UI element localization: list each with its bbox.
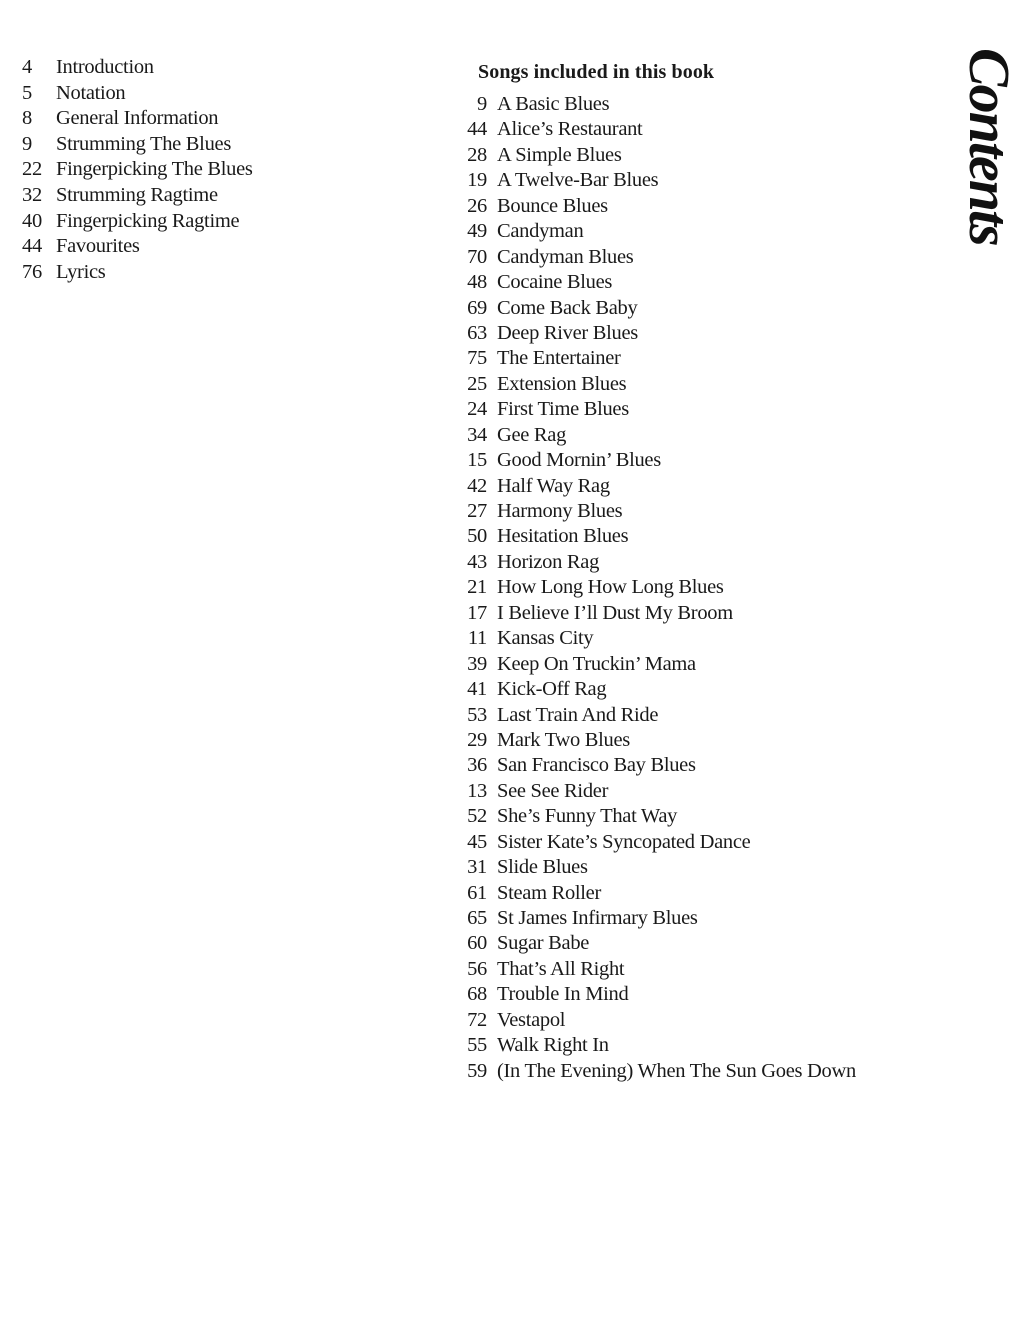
entry-title: She’s Funny That Way bbox=[497, 805, 678, 828]
entry-title: The Entertainer bbox=[497, 347, 621, 370]
section-entry bbox=[22, 106, 253, 132]
song-entry bbox=[459, 474, 856, 499]
entry-title: Fingerpicking Ragtime bbox=[56, 209, 240, 232]
section-entry bbox=[22, 81, 253, 107]
page-number: 55 bbox=[467, 1034, 487, 1057]
page-number: 15 bbox=[467, 449, 487, 472]
page-number: 68 bbox=[467, 983, 487, 1006]
section-entry bbox=[22, 234, 253, 260]
entry-title: Harmony Blues bbox=[497, 500, 623, 522]
entry-title: Half Way Rag bbox=[497, 474, 610, 497]
page-number: 52 bbox=[467, 805, 487, 828]
entry-title: Cocaine Blues bbox=[497, 271, 613, 294]
song-entry bbox=[459, 1033, 856, 1058]
entry-title: Introduction bbox=[56, 56, 154, 78]
page-number: 5 bbox=[22, 81, 32, 104]
page-number: 13 bbox=[467, 779, 487, 802]
entry-title: Trouble In Mind bbox=[497, 983, 629, 1006]
song-entry bbox=[459, 779, 856, 804]
song-entry bbox=[459, 982, 856, 1007]
entry-title: Deep River Blues bbox=[497, 321, 638, 344]
entry-title: General Information bbox=[56, 107, 219, 130]
entry-title: Bounce Blues bbox=[497, 194, 608, 217]
song-entry bbox=[459, 753, 856, 778]
entry-title: Walk Right In bbox=[497, 1034, 609, 1057]
entry-title: A Simple Blues bbox=[497, 143, 622, 166]
entry-title: Kansas City bbox=[497, 627, 594, 650]
page-number: 22 bbox=[22, 158, 42, 181]
entry-title: A Basic Blues bbox=[497, 93, 610, 115]
page-number: 32 bbox=[22, 183, 42, 206]
song-entry bbox=[459, 1059, 856, 1084]
entry-title: Last Train And Ride bbox=[497, 703, 659, 726]
page-number: 21 bbox=[467, 576, 487, 599]
page-number: 17 bbox=[467, 601, 487, 624]
entry-title: San Francisco Bay Blues bbox=[497, 754, 696, 777]
entry-title: See See Rider bbox=[497, 779, 609, 802]
page-number: 27 bbox=[467, 500, 487, 522]
entry-title: That’s All Right bbox=[497, 957, 625, 980]
song-entry bbox=[459, 855, 856, 880]
song-entry bbox=[459, 652, 856, 677]
page-number: 9 bbox=[477, 93, 487, 115]
page-number: 34 bbox=[467, 423, 487, 446]
page-number: 25 bbox=[467, 372, 487, 395]
entry-title: St James Infirmary Blues bbox=[497, 907, 698, 929]
song-entry bbox=[459, 92, 856, 117]
page-number: 36 bbox=[467, 754, 487, 777]
page-number: 59 bbox=[467, 1059, 487, 1082]
song-entry bbox=[459, 728, 856, 753]
song-entry bbox=[459, 117, 856, 142]
entry-title: Mark Two Blues bbox=[497, 728, 630, 751]
page-number: 44 bbox=[22, 235, 42, 258]
section-entry bbox=[22, 260, 253, 286]
song-entry bbox=[459, 524, 856, 549]
song-entry bbox=[459, 881, 856, 906]
page-number: 43 bbox=[467, 550, 487, 573]
page-number: 60 bbox=[467, 932, 487, 955]
page-number: 56 bbox=[467, 957, 487, 980]
page-number: 40 bbox=[22, 209, 42, 232]
page-number: 49 bbox=[467, 220, 487, 243]
song-entry bbox=[459, 168, 856, 193]
page-number: 65 bbox=[467, 907, 487, 929]
song-entry bbox=[459, 931, 856, 956]
song-list bbox=[459, 92, 856, 1084]
entry-title: Slide Blues bbox=[497, 856, 588, 879]
page-title: Contents bbox=[957, 48, 1022, 245]
song-entry bbox=[459, 346, 856, 371]
page-number: 69 bbox=[467, 296, 487, 319]
page-number: 11 bbox=[467, 627, 487, 650]
page-number: 29 bbox=[467, 728, 487, 751]
page-number: 9 bbox=[22, 132, 32, 155]
page-number: 41 bbox=[467, 678, 487, 701]
section-entry bbox=[22, 183, 253, 209]
entry-title: Favourites bbox=[56, 235, 140, 258]
section-entry bbox=[22, 209, 253, 235]
entry-title: Fingerpicking The Blues bbox=[56, 158, 253, 181]
song-entry bbox=[459, 677, 856, 702]
song-entry bbox=[459, 143, 856, 168]
entry-title: Strumming Ragtime bbox=[56, 183, 218, 206]
song-entry bbox=[459, 1008, 856, 1033]
entry-title: Sugar Babe bbox=[497, 932, 590, 955]
page-number: 72 bbox=[467, 1008, 487, 1031]
song-entry bbox=[459, 321, 856, 346]
entry-title: I Believe I’ll Dust My Broom bbox=[497, 601, 733, 624]
song-entry bbox=[459, 601, 856, 626]
page-number: 50 bbox=[467, 525, 487, 548]
entry-title: Good Mornin’ Blues bbox=[497, 449, 661, 472]
entry-title: Hesitation Blues bbox=[497, 525, 629, 548]
entry-title: Candyman bbox=[497, 220, 584, 243]
page-number: 63 bbox=[467, 321, 487, 344]
page-number: 45 bbox=[467, 830, 487, 853]
entry-title: Strumming The Blues bbox=[56, 132, 232, 155]
song-entry bbox=[459, 194, 856, 219]
page-number: 28 bbox=[467, 143, 487, 166]
page-number: 31 bbox=[467, 856, 487, 879]
entry-title: Kick-Off Rag bbox=[497, 678, 607, 701]
song-entry bbox=[459, 906, 856, 931]
song-entry bbox=[459, 296, 856, 321]
page-number: 75 bbox=[467, 347, 487, 370]
entry-title: Candyman Blues bbox=[497, 245, 634, 268]
entry-title: A Twelve-Bar Blues bbox=[497, 169, 659, 192]
page-number: 70 bbox=[467, 245, 487, 268]
entry-title: Lyrics bbox=[56, 260, 106, 283]
section-entry bbox=[22, 157, 253, 183]
song-entry bbox=[459, 219, 856, 244]
page-number: 53 bbox=[467, 703, 487, 726]
song-entry bbox=[459, 957, 856, 982]
song-entry bbox=[459, 245, 856, 270]
page-number: 24 bbox=[467, 398, 487, 421]
song-entry bbox=[459, 372, 856, 397]
song-entry bbox=[459, 499, 856, 524]
entry-title: Vestapol bbox=[497, 1008, 566, 1031]
entry-title: (In The Evening) When The Sun Goes Down bbox=[497, 1059, 856, 1082]
section-entry bbox=[22, 55, 253, 81]
page-number: 39 bbox=[467, 652, 487, 675]
entry-title: Sister Kate’s Syncopated Dance bbox=[497, 830, 751, 853]
song-entry bbox=[459, 626, 856, 651]
page-number: 26 bbox=[467, 194, 487, 217]
page-number: 42 bbox=[467, 474, 487, 497]
entry-title: Notation bbox=[56, 81, 126, 104]
song-entry bbox=[459, 448, 856, 473]
entry-title: Gee Rag bbox=[497, 423, 567, 446]
page-number: 44 bbox=[467, 118, 487, 141]
page-number: 19 bbox=[467, 169, 487, 192]
entry-title: Come Back Baby bbox=[497, 296, 638, 319]
page-number: 4 bbox=[22, 56, 32, 78]
entry-title: Keep On Truckin’ Mama bbox=[497, 652, 696, 675]
song-entry bbox=[459, 830, 856, 855]
song-entry bbox=[459, 575, 856, 600]
song-entry bbox=[459, 397, 856, 422]
song-entry bbox=[459, 703, 856, 728]
entry-title: First Time Blues bbox=[497, 398, 629, 421]
songs-heading: Songs included in this book bbox=[478, 61, 715, 83]
entry-title: How Long How Long Blues bbox=[497, 576, 724, 599]
song-entry bbox=[459, 550, 856, 575]
section-entry bbox=[22, 132, 253, 158]
entry-title: Extension Blues bbox=[497, 372, 627, 395]
entry-title: Steam Roller bbox=[497, 881, 602, 904]
song-entry bbox=[459, 270, 856, 295]
song-entry bbox=[459, 804, 856, 829]
entry-title: Horizon Rag bbox=[497, 550, 600, 573]
entry-title: Alice’s Restaurant bbox=[497, 118, 643, 141]
page-number: 61 bbox=[467, 881, 487, 904]
section-list bbox=[22, 55, 253, 285]
page-number: 76 bbox=[22, 260, 42, 283]
song-entry bbox=[459, 423, 856, 448]
page-number: 48 bbox=[467, 271, 487, 294]
page-number: 8 bbox=[22, 107, 32, 130]
